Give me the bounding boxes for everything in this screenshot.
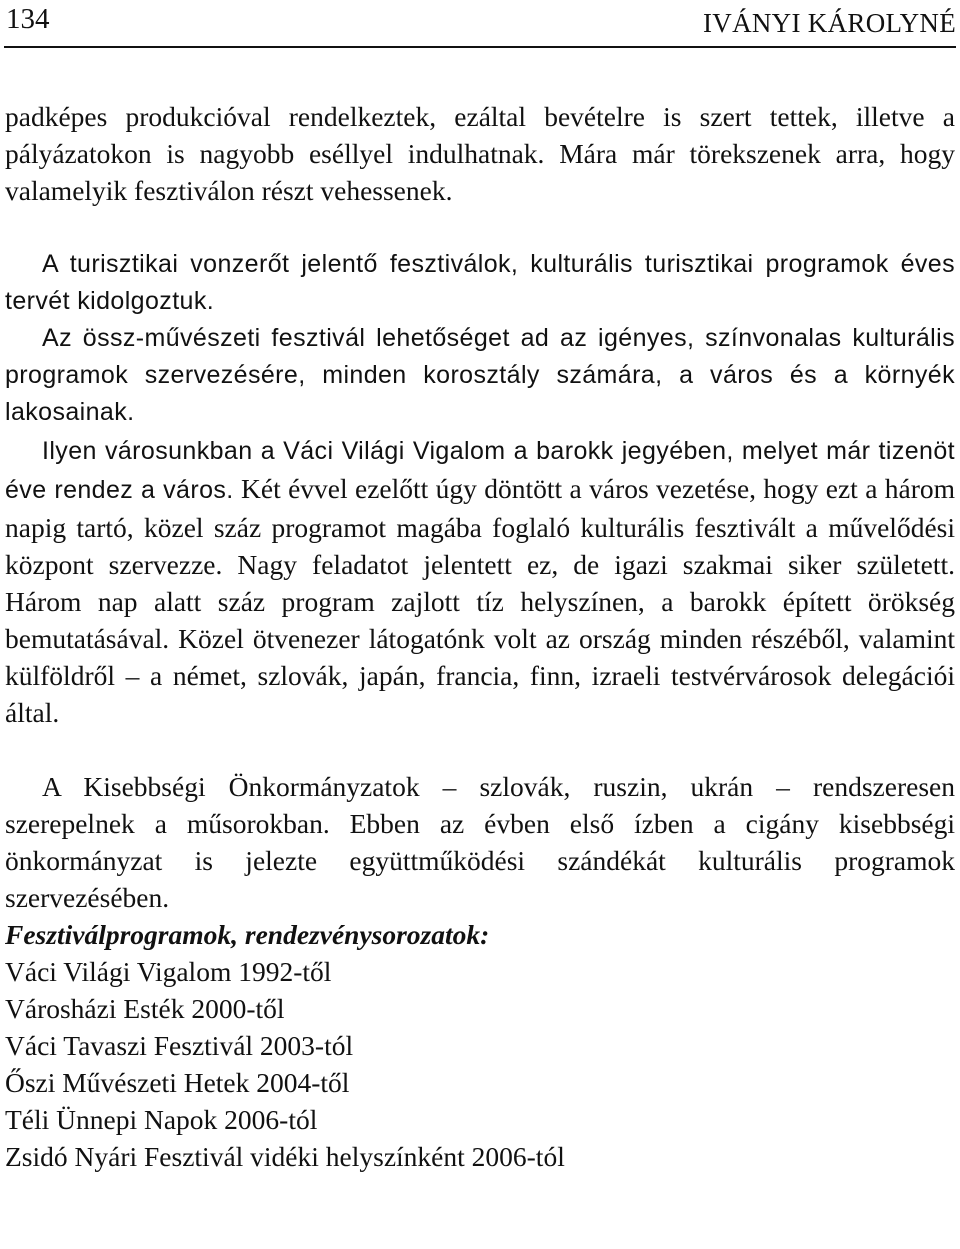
paragraph-minorities: A Kisebbségi Önkormányzatok – szlovák, ruszin, ukrán – rendszeresen szerepelnek a műsorokban. Ebben az évben első ízben a cigány kisebbségi önkormányzat is jelezte együttműködési szándékát kulturális programok szervezésében.	[5, 771, 955, 913]
paragraph-continuation: padképes produkcióval rendelkeztek, ezáltal bevételre is szert tettek, illetve a pályázatokon is nagyobb eséllyel indulhatnak. Mára már törekszenek arra, hogy valamelyik fesztiválon részt vehessenek.	[5, 101, 955, 206]
list-item: Városházi Esték 2000-től	[5, 993, 285, 1024]
body-text	[5, 98, 955, 1175]
running-head: IVÁNYI KÁROLYNÉ	[702, 8, 956, 38]
festival-list	[5, 953, 955, 1175]
paragraph-tourism: A turisztikai vonzerőt jelentő fesztiválok, kulturális turisztikai programok éves tervét kidolgoztuk.	[5, 250, 955, 315]
paragraph-vigalom	[5, 431, 955, 731]
list-item: Váci Világi Vigalom 1992-től	[5, 956, 332, 987]
paragraph-arts-festival: Az össz-művészeti fesztivál lehetőséget ad az igényes, színvonalas kulturális programok szervezésére, minden korosztály számára, a város és a környék lakosainak.	[5, 324, 955, 426]
list-item: Téli Ünnepi Napok 2006-tól	[5, 1104, 318, 1135]
vigalom-intro: Ilyen városunkban a Váci Világi Vigalom a barokk jegyében, melyet már tizenöt éve rendez a város.	[5, 437, 955, 504]
list-item: Őszi Művészeti Hetek 2004-től	[5, 1067, 350, 1098]
list-item: Zsidó Nyári Fesztivál vidéki helyszínként 2006-tól	[5, 1141, 565, 1172]
festival-list-title: Fesztiválprogramok, rendezvénysorozatok:	[5, 919, 490, 950]
vigalom-details: Két évvel ezelőtt úgy döntött a város vezetése, hogy ezt a három napig tartó, közel száz programot magába foglaló kulturális fesztivált a művelődési központ szervezze. Nagy feladatot jelentett ez, de igazi szakmai siker született. Három nap alatt száz program zajlott tíz helyszínen, a barokk épített örökség bemutatásával. Közel ötvenezer látogatónk volt az ország minden részéből, valamint külföldről – a német, szlovák, japán, francia, finn, izraeli testvérvárosok delegációi által.	[5, 473, 956, 728]
list-item: Váci Tavaszi Fesztivál 2003-tól	[5, 1030, 354, 1061]
page-header	[4, 0, 956, 48]
page-number: 134	[6, 3, 50, 35]
